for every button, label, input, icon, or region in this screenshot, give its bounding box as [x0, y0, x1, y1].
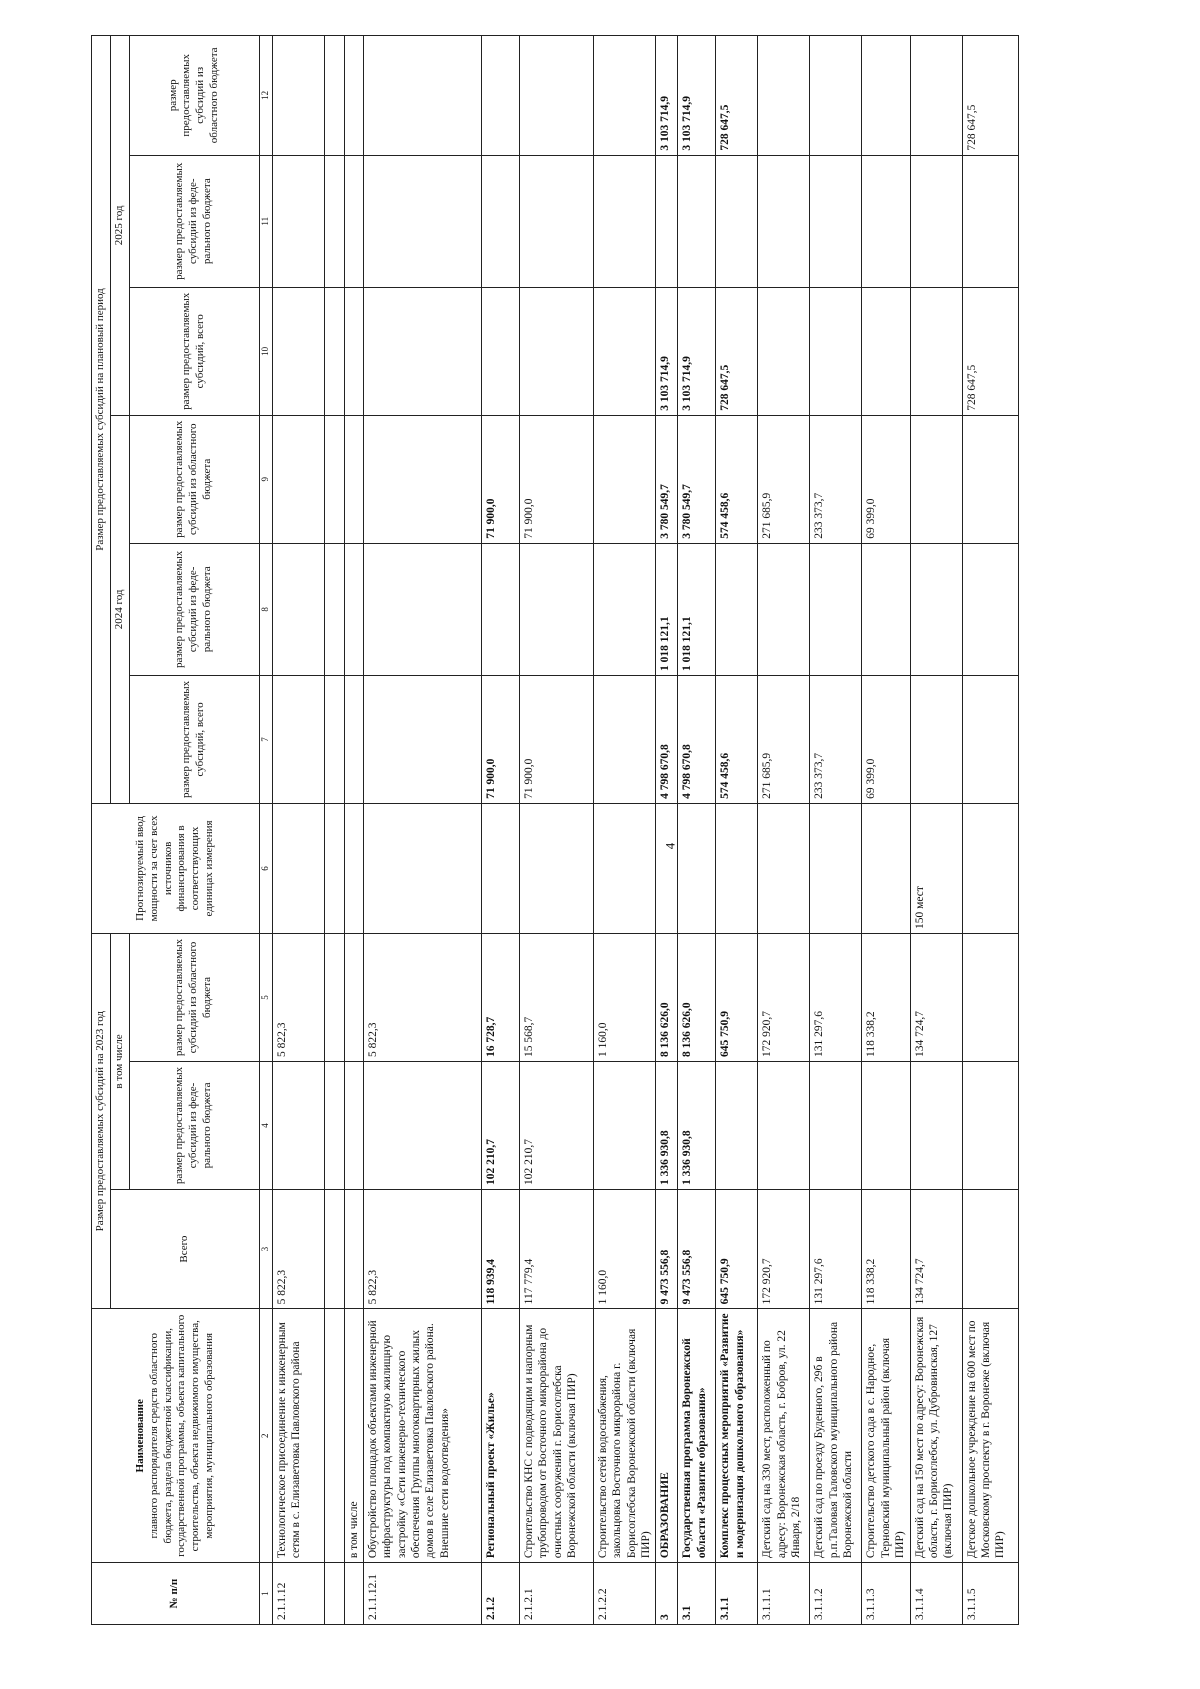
cell-f25 [344, 155, 363, 287]
col-number: 10 [259, 287, 272, 415]
cell-name: в том числе [344, 1309, 363, 1563]
header-all-2025: размер предоставляемых субсидий, всего [129, 287, 259, 415]
header-year-2025: 2025 год [110, 36, 129, 416]
cell-reg: 118 338,2 [862, 934, 910, 1062]
cell-cap [363, 803, 481, 933]
cell-r25: 728 647,5 [716, 36, 758, 156]
cell-f25 [678, 155, 716, 287]
cell-r24: 233 373,7 [810, 415, 862, 543]
header-fed-2025: размер предоставляемых субсидий из феде-рального бюджета [129, 155, 259, 287]
cell-f24 [862, 543, 910, 675]
table-row [862, 36, 910, 1625]
col-number: 8 [259, 543, 272, 675]
cell-name: Строительство КНС с подводящим и напорным трубопроводом от Восточного микрорайона до очистных сооружений г. Борисоглебска Воронежской области (включая ПИР) [519, 1309, 593, 1563]
cell-t24: 69 399,0 [862, 675, 910, 803]
cell-fed [363, 1061, 481, 1189]
table-row [363, 36, 481, 1625]
cell-reg [344, 934, 363, 1062]
table-row [324, 36, 344, 1625]
cell-cap [716, 803, 758, 933]
cell-name: Государственная программа Воронежской области «Развитие образования» [678, 1309, 716, 1563]
col-number: 7 [259, 675, 272, 803]
cell-r24: 271 685,9 [758, 415, 810, 543]
cell-reg: 1 160,0 [593, 934, 656, 1062]
cell-r24 [593, 415, 656, 543]
cell-total: 5 822,3 [363, 1189, 481, 1308]
cell-cap [481, 803, 519, 933]
cell-fed [716, 1061, 758, 1189]
table-row [716, 36, 758, 1625]
cell-code: 3.1.1 [716, 1563, 758, 1625]
subsidy-table [91, 35, 1019, 1625]
subsidy-table-sheet [91, 35, 1140, 1625]
cell-r25 [519, 36, 593, 156]
cell-cap [519, 803, 593, 933]
cell-total: 117 779,4 [519, 1189, 593, 1308]
cell-t25 [481, 287, 519, 415]
cell-total [324, 1189, 344, 1308]
cell-cap [344, 803, 363, 933]
header-group-2023: Размер предоставляемых субсидий на 2023 год [92, 934, 111, 1309]
cell-fed [910, 1061, 962, 1189]
cell-f24: 1 018 121,1 [656, 543, 678, 675]
cell-f24 [962, 543, 1018, 675]
header-col-name-body: главного распорядителя средств областного бюджета, раздела бюджетной классификации, государственной программы, объекта капитального строительства, объекта недвижимого имущества, мероприятия, муниципального образования [147, 1314, 215, 1557]
cell-r24 [344, 415, 363, 543]
cell-f25 [272, 155, 324, 287]
cell-f25 [593, 155, 656, 287]
cell-t24 [962, 675, 1018, 803]
cell-r24 [363, 415, 481, 543]
cell-total: 645 750,9 [716, 1189, 758, 1308]
cell-f24 [716, 543, 758, 675]
cell-fed: 102 210,7 [519, 1061, 593, 1189]
cell-r24: 71 900,0 [519, 415, 593, 543]
col-number: 1 [259, 1563, 272, 1625]
table-row [810, 36, 862, 1625]
cell-reg: 5 822,3 [272, 934, 324, 1062]
cell-total: 118 939,4 [481, 1189, 519, 1308]
page-number: 4 [662, 842, 678, 850]
cell-reg: 131 297,6 [810, 934, 862, 1062]
col-number: 5 [259, 934, 272, 1062]
cell-reg: 5 822,3 [363, 934, 481, 1062]
cell-code: 3.1 [678, 1563, 716, 1625]
cell-t25 [272, 287, 324, 415]
col-number: 3 [259, 1189, 272, 1308]
cell-reg: 8 136 626,0 [656, 934, 678, 1062]
col-number: 11 [259, 155, 272, 287]
cell-r25 [862, 36, 910, 156]
cell-t24: 233 373,7 [810, 675, 862, 803]
cell-r24: 3 780 549,7 [656, 415, 678, 543]
col-number: 9 [259, 415, 272, 543]
cell-t24: 71 900,0 [519, 675, 593, 803]
cell-r24 [324, 415, 344, 543]
cell-total: 118 338,2 [862, 1189, 910, 1308]
table-row [656, 36, 678, 1625]
cell-f25 [862, 155, 910, 287]
cell-f24 [272, 543, 324, 675]
cell-total: 131 297,6 [810, 1189, 862, 1308]
header-fed-2024: размер предоставляемых субсидий из феде-рального бюджета [129, 543, 259, 675]
cell-cap [656, 803, 678, 933]
cell-t25 [344, 287, 363, 415]
cell-t24 [272, 675, 324, 803]
cell-t24 [593, 675, 656, 803]
cell-t25 [593, 287, 656, 415]
col-number: 12 [259, 36, 272, 156]
cell-name: Строительство детского сада в с. Народное, Терновский муниципальный район (включая ПИР) [862, 1309, 910, 1563]
cell-t24 [324, 675, 344, 803]
cell-name: Технологическое присоединение к инженерным сетям в с. Елизаветовка Павловского района [272, 1309, 324, 1563]
cell-fed: 102 210,7 [481, 1061, 519, 1189]
cell-reg: 172 920,7 [758, 934, 810, 1062]
cell-t25 [810, 287, 862, 415]
cell-t24: 4 798 670,8 [656, 675, 678, 803]
table-body [272, 36, 1018, 1625]
cell-t25 [758, 287, 810, 415]
cell-reg: 134 724,7 [910, 934, 962, 1062]
cell-name: Региональный проект «Жилье» [481, 1309, 519, 1563]
cell-r25 [272, 36, 324, 156]
cell-t25 [910, 287, 962, 415]
cell-r25: 3 103 714,9 [656, 36, 678, 156]
cell-reg: 15 568,7 [519, 934, 593, 1062]
cell-name [324, 1309, 344, 1563]
header-col-num: № п/п [92, 1563, 260, 1625]
cell-f25 [519, 155, 593, 287]
cell-fed [962, 1061, 1018, 1189]
header-all-2024: размер предоставляемых субсидий, всего [129, 675, 259, 803]
cell-t25: 728 647,5 [962, 287, 1018, 415]
table-row [593, 36, 656, 1625]
cell-r25: 728 647,5 [962, 36, 1018, 156]
cell-name: Комплекс процессных мероприятий «Развитие и модернизация дошкольного образования» [716, 1309, 758, 1563]
cell-fed [593, 1061, 656, 1189]
cell-fed [810, 1061, 862, 1189]
cell-reg: 16 728,7 [481, 934, 519, 1062]
cell-cap [678, 803, 716, 933]
cell-f25 [810, 155, 862, 287]
cell-code: 3.1.1.4 [910, 1563, 962, 1625]
cell-code: 3 [656, 1563, 678, 1625]
cell-cap [758, 803, 810, 933]
cell-r24: 3 780 549,7 [678, 415, 716, 543]
header-col-name-title: Наименование [134, 1399, 146, 1473]
cell-r24: 574 458,6 [716, 415, 758, 543]
cell-code [324, 1563, 344, 1625]
cell-cap [862, 803, 910, 933]
cell-name: Детский сад на 330 мест, расположенный по адресу: Воронежская область, г. Бобров, ул. 22 Января, 2/18 [758, 1309, 810, 1563]
cell-name: Детский сад на 150 мест по адресу: Воронежская область, г. Борисоглебск, ул. Дубровинская, 127 (включая ПИР) [910, 1309, 962, 1563]
cell-fed [324, 1061, 344, 1189]
header-fed-2023: размер предоставляемых субсидий из феде-рального бюджета [129, 1061, 259, 1189]
cell-f25 [481, 155, 519, 287]
cell-r24 [962, 415, 1018, 543]
cell-r25 [363, 36, 481, 156]
header-reg-2023: размер предоставляемых субсидий из областного бюджета [129, 934, 259, 1062]
cell-r25 [593, 36, 656, 156]
cell-t24: 574 458,6 [716, 675, 758, 803]
cell-fed [272, 1061, 324, 1189]
cell-code: 2.1.2.2 [593, 1563, 656, 1625]
cell-r25 [344, 36, 363, 156]
cell-t25 [363, 287, 481, 415]
cell-code: 3.1.1.1 [758, 1563, 810, 1625]
cell-total: 9 473 556,8 [678, 1189, 716, 1308]
header-col-numbers [259, 36, 272, 1625]
table-row [910, 36, 962, 1625]
cell-name: Строительство сетей водоснабжения, закольцовка Восточного микрорайона г. Борисоглебска Воронежской области (включая ПИР) [593, 1309, 656, 1563]
col-number: 2 [259, 1309, 272, 1563]
header-reg-2025: размер предоставляемых субсидий из областного бюджета [129, 36, 259, 156]
cell-r25: 3 103 714,9 [678, 36, 716, 156]
cell-t24 [910, 675, 962, 803]
cell-code: 2.1.2 [481, 1563, 519, 1625]
cell-f25 [758, 155, 810, 287]
cell-fed [862, 1061, 910, 1189]
table-row [344, 36, 363, 1625]
cell-r24 [910, 415, 962, 543]
cell-code: 3.1.1.2 [810, 1563, 862, 1625]
table-row [481, 36, 519, 1625]
cell-code [344, 1563, 363, 1625]
cell-cap [272, 803, 324, 933]
cell-f24 [810, 543, 862, 675]
cell-f24 [910, 543, 962, 675]
cell-f25 [716, 155, 758, 287]
cell-t24: 271 685,9 [758, 675, 810, 803]
cell-f24 [758, 543, 810, 675]
cell-f24 [593, 543, 656, 675]
cell-f24 [519, 543, 593, 675]
cell-fed [758, 1061, 810, 1189]
cell-f25 [324, 155, 344, 287]
header-reg-2024: размер предоставляемых субсидий из областного бюджета [129, 415, 259, 543]
cell-f24 [344, 543, 363, 675]
cell-cap [593, 803, 656, 933]
cell-f25 [363, 155, 481, 287]
cell-r25 [481, 36, 519, 156]
header-capacity: Прогнозируемый ввод мощности за счет всех источников финансирования в соответствующих единицах измерения [92, 803, 260, 933]
cell-name: Детский сад по проезду Буденного, 29б в р.п.Таловая Таловского муниципального района Воронежской области [810, 1309, 862, 1563]
cell-r24 [272, 415, 324, 543]
cell-code: 2.1.1.12.1 [363, 1563, 481, 1625]
cell-name: ОБРАЗОВАНИЕ [656, 1309, 678, 1563]
col-number: 4 [259, 1061, 272, 1189]
cell-t24: 71 900,0 [481, 675, 519, 803]
cell-total: 5 822,3 [272, 1189, 324, 1308]
table-row [758, 36, 810, 1625]
cell-code: 2.1.1.12 [272, 1563, 324, 1625]
cell-fed [344, 1061, 363, 1189]
cell-cap [962, 803, 1018, 933]
header-year-2024: 2024 год [110, 415, 129, 803]
cell-r25 [810, 36, 862, 156]
cell-name: Обустройство площадок объектами инженерной инфраструктуры под компактную жилищную застройку «Сети инженерно-технического обеспечения Группы многоквартирных жилых домов в селе Елизаветовка Павловского района. Внешние сети водоотведения» [363, 1309, 481, 1563]
cell-cap [324, 803, 344, 933]
cell-reg: 645 750,9 [716, 934, 758, 1062]
cell-f24 [363, 543, 481, 675]
cell-t25 [862, 287, 910, 415]
cell-total [344, 1189, 363, 1308]
cell-r24: 69 399,0 [862, 415, 910, 543]
cell-cap: 150 мест [910, 803, 962, 933]
cell-name: Детское дошкольное учреждение на 600 мест по Московскому проспекту в г. Воронеже (включая ПИР) [962, 1309, 1018, 1563]
table-header [92, 36, 273, 1625]
cell-code: 2.1.2.1 [519, 1563, 593, 1625]
cell-reg [962, 934, 1018, 1062]
cell-reg [324, 934, 344, 1062]
cell-total: 1 160,0 [593, 1189, 656, 1308]
table-row [678, 36, 716, 1625]
cell-t25: 728 647,5 [716, 287, 758, 415]
header-total-2023: Всего [110, 1189, 259, 1308]
cell-f24 [324, 543, 344, 675]
cell-reg: 8 136 626,0 [678, 934, 716, 1062]
header-incl: в том числе [110, 934, 129, 1190]
cell-f24 [481, 543, 519, 675]
header-col-name [92, 1309, 260, 1563]
cell-code: 3.1.1.3 [862, 1563, 910, 1625]
cell-r25 [324, 36, 344, 156]
cell-t25: 3 103 714,9 [678, 287, 716, 415]
cell-total [962, 1189, 1018, 1308]
cell-f25 [656, 155, 678, 287]
cell-total: 9 473 556,8 [656, 1189, 678, 1308]
table-row [272, 36, 324, 1625]
cell-f25 [910, 155, 962, 287]
cell-t24 [363, 675, 481, 803]
table-row [962, 36, 1018, 1625]
cell-code: 3.1.1.5 [962, 1563, 1018, 1625]
cell-t24: 4 798 670,8 [678, 675, 716, 803]
cell-fed: 1 336 930,8 [656, 1061, 678, 1189]
header-group-plan: Размер предоставляемых субсидий на плановый период [92, 36, 111, 804]
cell-cap [810, 803, 862, 933]
cell-t25 [324, 287, 344, 415]
cell-total: 134 724,7 [910, 1189, 962, 1308]
cell-r25 [910, 36, 962, 156]
cell-t25: 3 103 714,9 [656, 287, 678, 415]
table-row [519, 36, 593, 1625]
cell-t25 [519, 287, 593, 415]
cell-f25 [962, 155, 1018, 287]
cell-total: 172 920,7 [758, 1189, 810, 1308]
cell-r24: 71 900,0 [481, 415, 519, 543]
cell-f24: 1 018 121,1 [678, 543, 716, 675]
col-number: 6 [259, 803, 272, 933]
cell-t24 [344, 675, 363, 803]
cell-r25 [758, 36, 810, 156]
cell-fed: 1 336 930,8 [678, 1061, 716, 1189]
